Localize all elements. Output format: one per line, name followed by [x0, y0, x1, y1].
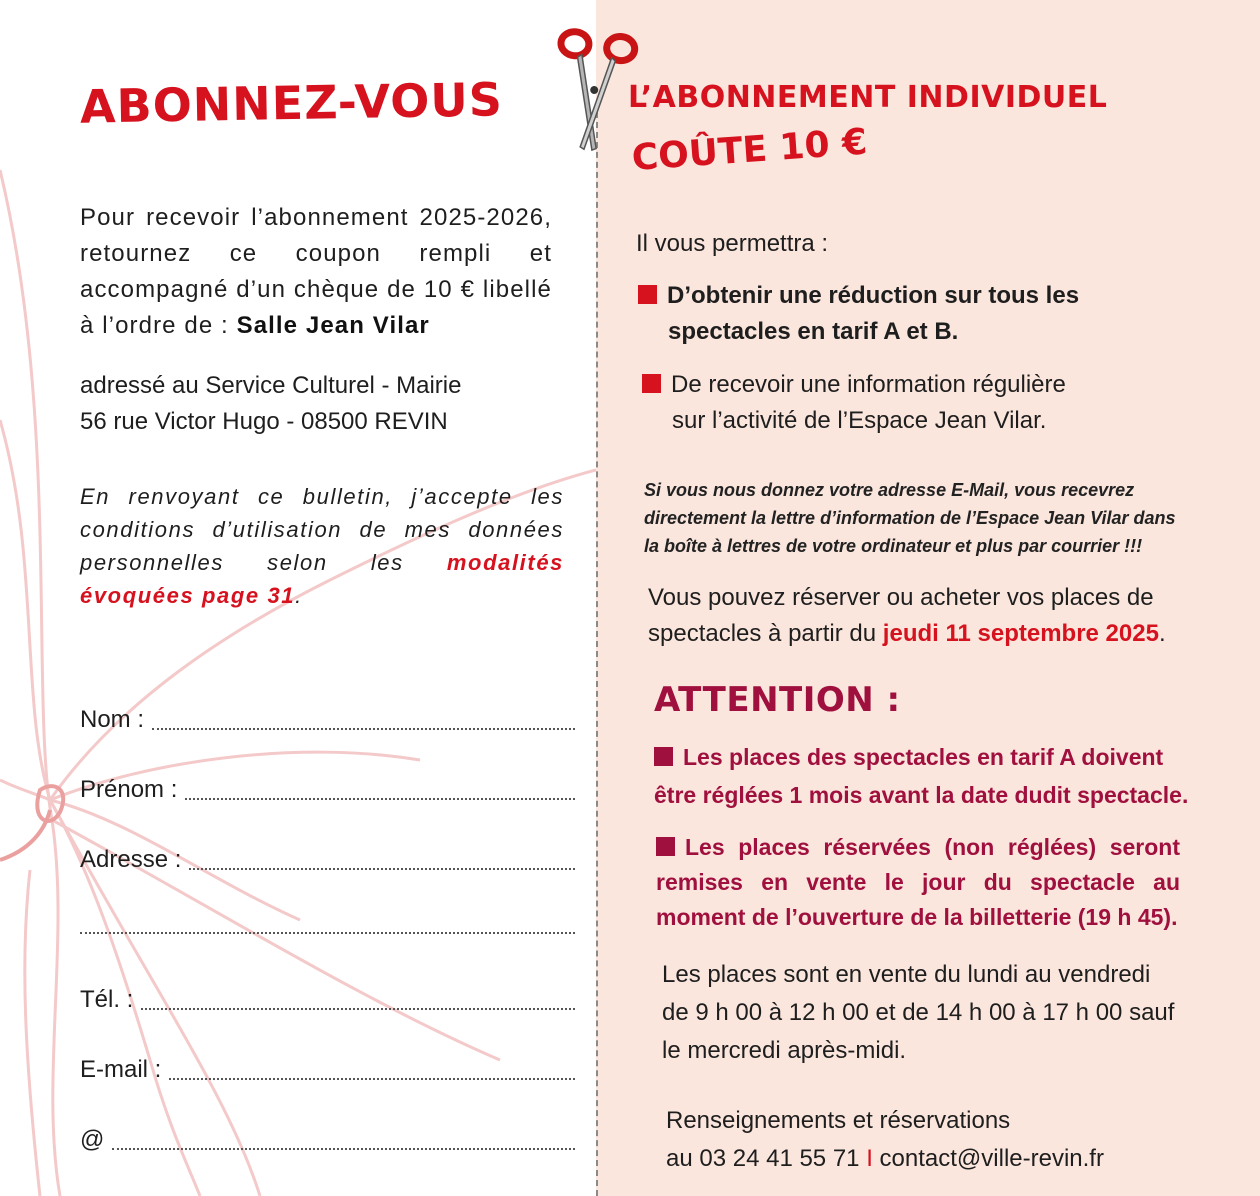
field-email-label: E-mail :	[80, 1056, 162, 1083]
email-note: Si vous nous donnez votre adresse E-Mail, vous recevrez directement la lettre d’information de l’Espace Jean Vilar dans la boîte à lettres de votre ordinateur et plus par courrier !!!	[644, 480, 1176, 556]
field-adresse-label: Adresse :	[80, 846, 182, 873]
page-title-abonnez-vous: ABONNEZ-VOUS	[79, 72, 504, 134]
subscription-price: COÛTE 10 €	[630, 121, 869, 179]
field-prenom[interactable]	[80, 772, 575, 806]
intro-text: Pour recevoir l’abonnement 2025-2026, retournez ce coupon rempli et accompagné d’un chèque de 10 € libellé à l’ordre de :	[80, 204, 552, 339]
field-tel-label: Tél. :	[80, 986, 134, 1013]
booking-start-date: jeudi 11 septembre 2025	[882, 620, 1159, 647]
contact-email-link[interactable]: contact@ville-revin.fr	[879, 1145, 1104, 1172]
booking-info	[648, 580, 1188, 652]
benefit-information-line1: De recevoir une information régulière	[671, 371, 1066, 398]
mailing-address	[80, 368, 560, 440]
intro-paragraph	[80, 200, 552, 344]
field-nom-label: Nom :	[80, 706, 145, 733]
field-email-line[interactable]	[169, 1078, 575, 1080]
benefit-information	[642, 367, 1112, 439]
purple-square-bullet	[654, 747, 673, 766]
field-at-line[interactable]	[112, 1148, 575, 1150]
contact-separator: I	[866, 1145, 873, 1172]
benefits-intro: Il vous permettra :	[636, 230, 829, 257]
field-at-label: @	[80, 1126, 105, 1153]
field-adresse[interactable]	[80, 842, 575, 876]
opening-hours: Les places sont en vente du lundi au vendredi de 9 h 00 à 12 h 00 et de 14 h 00 à 17 h 00 sauf le mercredi après-midi.	[662, 961, 1175, 1064]
field-tel[interactable]	[80, 982, 575, 1016]
field-nom-line[interactable]	[152, 728, 575, 730]
privacy-note	[80, 480, 564, 612]
privacy-note-text: En renvoyant ce bulletin, j’accepte les conditions d’utilisation de mes données personnelles selon les	[80, 484, 564, 575]
attention-item-1-text: Les places des spectacles en tarif A doivent être réglées 1 mois avant la date dudit spectacle.	[654, 744, 1189, 808]
field-prenom-line[interactable]	[185, 798, 575, 800]
attention-heading: ATTENTION :	[654, 680, 901, 720]
red-square-bullet	[638, 285, 657, 304]
address-line-2: 56 rue Victor Hugo - 08500 REVIN	[80, 408, 448, 435]
contact-block	[666, 1102, 1226, 1178]
red-square-bullet	[642, 374, 661, 393]
booking-info-text: Vous pouvez réserver ou acheter vos places de spectacles à partir du	[648, 584, 1154, 647]
contact-details	[666, 1140, 1226, 1178]
benefit-discount-line1: D’obtenir une réduction sur tous les	[667, 282, 1080, 309]
benefit-discount	[638, 278, 1098, 350]
field-adresse-line-2[interactable]	[80, 932, 575, 934]
attention-item-2	[656, 830, 1180, 935]
benefit-information-line2: sur l’activité de l’Espace Jean Vilar.	[672, 407, 1047, 434]
subscription-title: L’ABONNEMENT INDIVIDUEL	[628, 80, 1108, 115]
attention-item-2-text: Les places réservées (non réglées) seront remises en vente le jour du spectacle au moment de l’ouverture de la billetterie (19 h 45).	[656, 834, 1180, 930]
field-tel-line[interactable]	[141, 1008, 575, 1010]
address-line-1: adressé au Service Culturel - Mairie	[80, 372, 462, 399]
booking-info-end: .	[1158, 620, 1166, 647]
scissors-icon	[548, 26, 640, 158]
field-prenom-label: Prénom :	[80, 776, 178, 803]
benefit-discount-line2: spectacles en tarif A et B.	[668, 318, 959, 345]
payee-name: Salle Jean Vilar	[236, 312, 430, 339]
privacy-note-end: .	[295, 583, 303, 608]
privacy-note-link: modalités évoquées page 31	[80, 550, 564, 608]
cut-line	[596, 112, 598, 1196]
field-adresse-line[interactable]	[189, 868, 575, 870]
purple-square-bullet	[656, 837, 675, 856]
field-email[interactable]	[80, 1052, 575, 1086]
contact-phone[interactable]: au 03 24 41 55 71	[666, 1145, 860, 1172]
contact-heading: Renseignements et réservations	[666, 1107, 1011, 1134]
field-adresse-extra[interactable]	[80, 906, 575, 940]
field-nom[interactable]	[80, 702, 575, 736]
field-at[interactable]	[80, 1122, 575, 1156]
attention-item-1	[654, 738, 1194, 814]
